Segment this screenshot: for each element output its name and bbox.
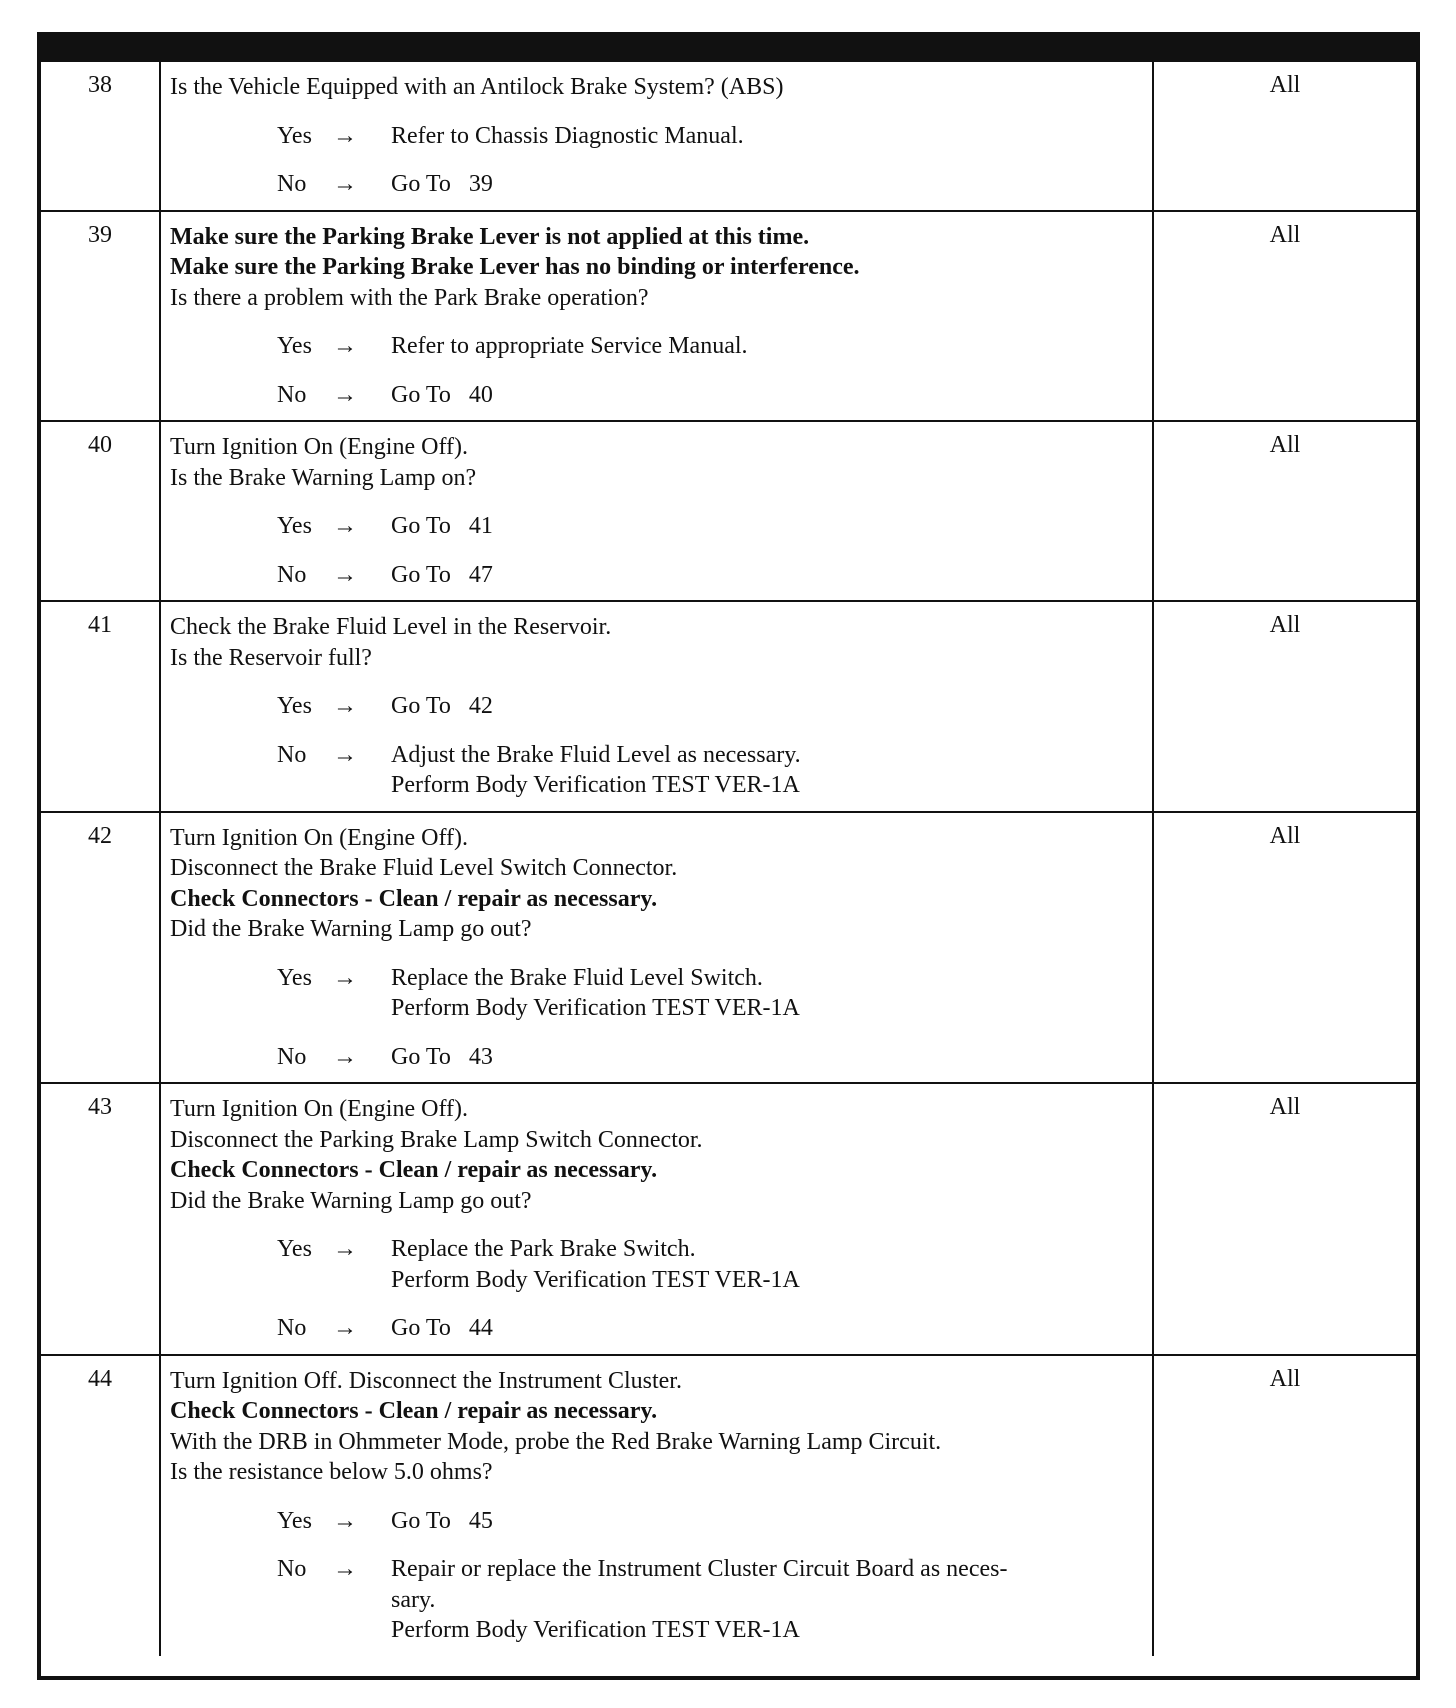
answer-branch [170,740,1144,801]
step-number: 43 [41,1083,160,1355]
answer-branch [170,560,1144,591]
step-number: 39 [41,211,160,422]
answer-branch [170,380,1144,411]
table-row [41,1083,1416,1355]
answer-result [391,121,1144,152]
answer-label: Yes [277,693,312,719]
result-line: Perform Body Verification TEST VER-1A [391,1266,800,1293]
instruction-line: Is there a problem with the Park Brake operation? [170,284,649,311]
answer-branch [170,1554,1144,1646]
result-line: Refer to appropriate Service Manual. [391,333,748,359]
result-line: Go To 43 [391,1043,493,1070]
result-line: sary. [391,1586,436,1613]
step-number: 44 [41,1355,160,1656]
arrow-icon: → [333,122,357,149]
result-line: Perform Body Verification TEST VER-1A [391,995,800,1021]
bold-instruction-line: Check Connectors - Clean / repair as necessary. [170,1157,658,1183]
instruction-line: Turn Ignition On (Engine Off). [170,1096,468,1122]
answer-label: No [277,171,307,197]
answer-label: No [277,1043,307,1070]
step-instructions [160,62,1153,211]
answer-branch [170,511,1144,542]
bold-instruction-line: Check Connectors - Clean / repair as necessary. [170,1398,658,1424]
table-row [41,1355,1416,1656]
answer-result [391,1234,1144,1295]
answer-label: No [277,381,307,408]
answer-label: Yes [277,513,312,539]
result-line: Repair or replace the Instrument Cluster Circuit Board as neces- [391,1556,1008,1582]
arrow-icon: → [333,513,357,539]
table-row [41,421,1416,601]
answer-result [391,963,1144,1024]
result-line: Perform Body Verification TEST VER-1A [391,772,800,798]
answer-result [391,691,1144,722]
result-line: Go To 41 [391,513,493,539]
result-line: Perform Body Verification TEST VER-1A [391,1617,800,1643]
instruction-line: Turn Ignition On (Engine Off). [170,824,468,851]
result-line: Go To 44 [391,1315,493,1341]
answer-branch [170,1506,1144,1537]
applicability: All [1153,1083,1416,1355]
instruction-line: Disconnect the Parking Brake Lamp Switch Connector. [170,1126,703,1153]
step-number: 40 [41,421,160,601]
applicability: All [1153,211,1416,422]
table-row [41,211,1416,422]
step-number: 38 [41,62,160,211]
answer-label: No [277,1315,307,1341]
arrow-icon: → [333,381,357,408]
answer-branch [170,1313,1144,1344]
bold-instruction-line: Check Connectors - Clean / repair as necessary. [170,885,658,912]
applicability: All [1153,812,1416,1084]
result-line: Refer to Chassis Diagnostic Manual. [391,122,744,149]
table-body [41,62,1416,1656]
answer-label: Yes [277,964,312,991]
answer-branch [170,169,1144,200]
answer-result [391,560,1144,591]
answer-label: No [277,741,307,768]
result-line: Adjust the Brake Fluid Level as necessary. [391,741,801,768]
applicability: All [1153,1355,1416,1656]
answer-result [391,169,1144,200]
answer-label: No [277,561,307,588]
result-line: Go To 39 [391,171,493,197]
result-line: Replace the Brake Fluid Level Switch. [391,964,763,991]
answer-branch [170,1234,1144,1295]
result-line: Go To 40 [391,381,493,408]
answer-label: No [277,1556,307,1582]
table-header-bar [41,36,1416,62]
bold-instruction-line: Make sure the Parking Brake Lever has no binding or interference. [170,254,860,280]
arrow-icon: → [333,1507,357,1534]
answer-result [391,740,1144,801]
answer-result [391,331,1144,362]
answer-label: Yes [277,1507,312,1534]
answer-label: Yes [277,122,312,149]
result-line: Go To 47 [391,561,493,588]
answer-branch [170,691,1144,722]
answer-result [391,1042,1144,1073]
answer-result [391,1554,1144,1646]
arrow-icon: → [333,741,357,768]
answer-branch [170,963,1144,1024]
instruction-line: Turn Ignition Off. Disconnect the Instrument Cluster. [170,1367,682,1394]
answer-result [391,511,1144,542]
step-instructions [160,421,1153,601]
instruction-line: Is the resistance below 5.0 ohms? [170,1459,493,1485]
step-number: 42 [41,812,160,1084]
instruction-line: Disconnect the Brake Fluid Level Switch Connector. [170,855,678,881]
table-row [41,601,1416,812]
answer-branch [170,1042,1144,1073]
answer-label: Yes [277,333,312,359]
table-row [41,812,1416,1084]
applicability: All [1153,421,1416,601]
result-line: Go To 42 [391,693,493,719]
arrow-icon: → [333,1315,357,1341]
answer-result [391,1313,1144,1344]
instruction-line: Turn Ignition On (Engine Off). [170,434,468,460]
applicability: All [1153,601,1416,812]
arrow-icon: → [333,561,357,588]
arrow-icon: → [333,333,357,359]
instruction-line: Did the Brake Warning Lamp go out? [170,916,532,942]
answer-result [391,380,1144,411]
step-number: 41 [41,601,160,812]
step-instructions [160,1083,1153,1355]
instruction-line: Is the Brake Warning Lamp on? [170,464,477,491]
step-instructions [160,1355,1153,1656]
step-instructions [160,812,1153,1084]
applicability: All [1153,62,1416,211]
result-line: Go To 45 [391,1507,493,1534]
step-instructions [160,601,1153,812]
bold-instruction-line: Make sure the Parking Brake Lever is not applied at this time. [170,223,810,250]
table-row [41,62,1416,211]
instruction-line: Is the Vehicle Equipped with an Antilock Brake System? (ABS) [170,74,784,100]
arrow-icon: → [333,964,357,991]
diagnostic-table-page [37,32,1420,1680]
instruction-line: Did the Brake Warning Lamp go out? [170,1187,532,1214]
answer-result [391,1506,1144,1537]
arrow-icon: → [333,693,357,719]
arrow-icon: → [333,171,357,197]
arrow-icon: → [333,1556,357,1582]
instruction-line: Is the Reservoir full? [170,644,372,671]
arrow-icon: → [333,1236,357,1262]
answer-branch [170,331,1144,362]
result-line: Replace the Park Brake Switch. [391,1236,696,1262]
answer-branch [170,121,1144,152]
answer-label: Yes [277,1236,312,1262]
diagnostic-steps-table [41,62,1416,1656]
arrow-icon: → [333,1043,357,1070]
step-instructions [160,211,1153,422]
instruction-line: Check the Brake Fluid Level in the Reservoir. [170,614,612,640]
instruction-line: With the DRB in Ohmmeter Mode, probe the Red Brake Warning Lamp Circuit. [170,1428,942,1455]
